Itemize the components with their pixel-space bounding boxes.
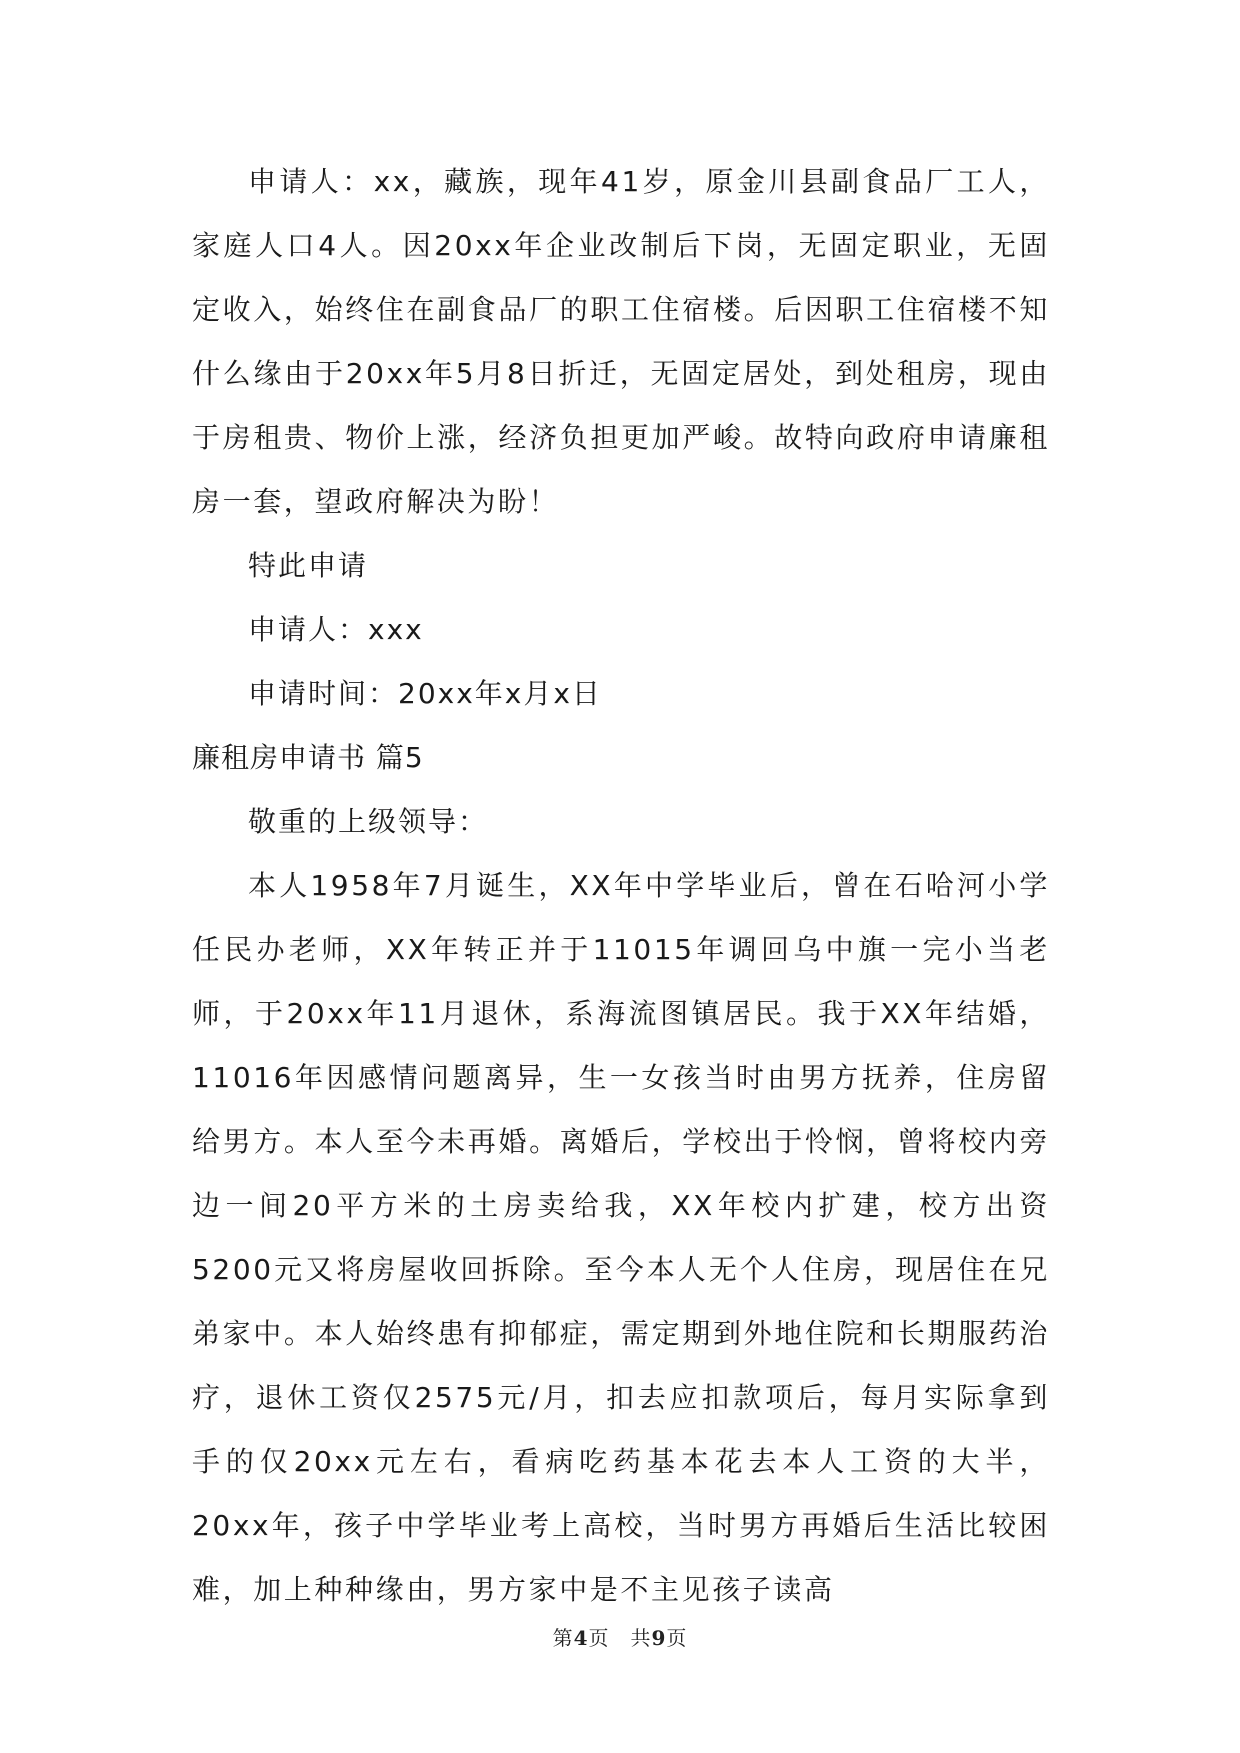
footer-middle: 页 共 bbox=[588, 1626, 652, 1650]
paragraph-body: 本人1958年7月诞生，XX年中学毕业后，曾在石哈河小学任民办老师，XX年转正并于11015年调回乌中旗一完小当老师，于20xx年11月退休，系海流图镇居民。我于XX年结婚，11016年因感情问题离异，生一女孩当时由男方抚养，住房留给男方。本人至今未再婚。离婚后，学校出于怜悯，曾将校内旁边一间20平方米的土房卖给我，XX年校内扩建，校方出资5200元又将房屋收回拆除。至今本人无个人住房，现居住在兄弟家中。本人始终患有抑郁症，需定期到外地住院和长期服药治疗，退休工资仅2575元/月，扣去应扣款项后，每月实际拿到手的仅20xx元左右，看病吃药基本花去本人工资的大半，20xx年，孩子中学毕业考上高校，当时男方再婚后生活比较困难，加上种种缘由，男方家中是不主见孩子读高 bbox=[192, 869, 1050, 1606]
footer-suffix: 页 bbox=[666, 1626, 688, 1650]
footer-prefix: 第 bbox=[552, 1626, 574, 1650]
page-footer bbox=[0, 1622, 1240, 1651]
document-body bbox=[192, 150, 1050, 1622]
apply-date-line: 申请时间：20xx年x月x日 bbox=[248, 677, 602, 710]
salutation-line: 敬重的上级领导： bbox=[248, 805, 489, 838]
footer-total-pages: 9 bbox=[651, 1626, 667, 1650]
applicant-line: 申请人：xxx bbox=[248, 613, 424, 646]
paragraph-application-statement: 申请人：xx，藏族，现年41岁，原金川县副食品厂工人，家庭人口4人。因20xx年企业改制后下岗，无固定职业，无固定收入，始终住在副食品厂的职工住宿楼。后因职工住宿楼不知什么缘由于20xx年5月8日折迁，无固定居处，到处租房，现由于房租贵、物价上涨，经济负担更加严峻。故特向政府申请廉租房一套，望政府解决为盼！ bbox=[192, 165, 1050, 518]
footer-current-page: 4 bbox=[573, 1626, 589, 1650]
section-title: 廉租房申请书 篇5 bbox=[192, 741, 424, 774]
closing-line: 特此申请 bbox=[248, 549, 369, 582]
